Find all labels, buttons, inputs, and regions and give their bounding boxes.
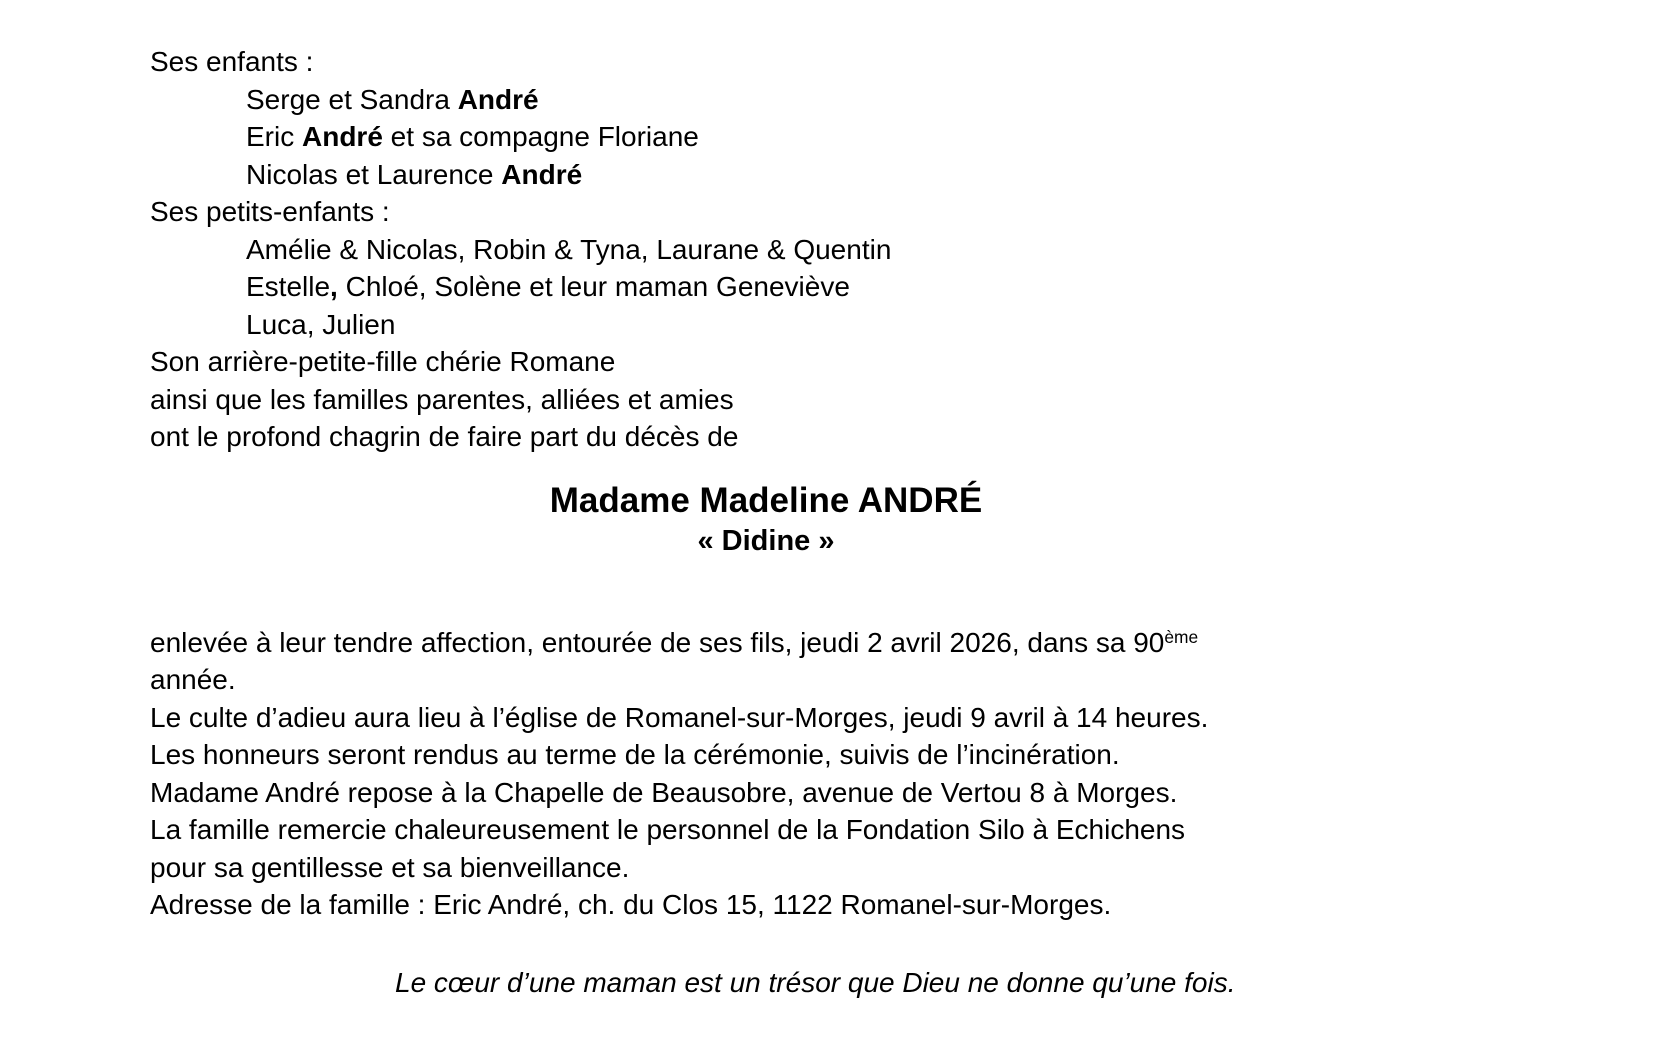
- text-line: enlevée à leur tendre affection, entourée de ses fils, jeudi 2 avril 2026, dans sa 90ème: [150, 626, 1199, 658]
- text-line: Les honneurs seront rendus au terme de la cérémonie, suivis de l’incinération.: [150, 739, 1120, 770]
- text-line: Luca, Julien: [246, 308, 396, 340]
- text-line: Le culte d’adieu aura lieu à l’église de Romanel-sur-Morges, jeudi 9 avril à 14 heures.: [150, 701, 1209, 733]
- text-line: Ses enfants :: [150, 46, 314, 77]
- announcement-paragraph: [150, 624, 1382, 924]
- text-line: Serge et Sandra André: [246, 83, 539, 115]
- text-line: Eric André et sa compagne Floriane: [246, 121, 699, 152]
- closing-quote: Le cœur d’une maman est un trésor que Dieu ne donne qu’une fois.: [395, 966, 1236, 998]
- text-line: Amélie & Nicolas, Robin & Tyna, Laurane & Quentin: [246, 233, 892, 265]
- text-line: année.: [150, 664, 236, 695]
- text-line: ainsi que les familles parentes, alliées et amies: [150, 383, 734, 415]
- family-list: [150, 43, 1382, 456]
- deceased-nickname: « Didine »: [697, 524, 835, 557]
- text-line: pour sa gentillesse et sa bienveillance.: [150, 851, 630, 883]
- text-line: Adresse de la famille : Eric André, ch. du Clos 15, 1122 Romanel-sur-Morges.: [150, 889, 1112, 920]
- text-line: Estelle, Chloé, Solène et leur maman Geneviève: [246, 271, 850, 302]
- text-line: Madame André repose à la Chapelle de Beausobre, avenue de Vertou 8 à Morges.: [150, 776, 1178, 808]
- text-line: Nicolas et Laurence André: [246, 158, 583, 190]
- deceased-name: Madame Madeline ANDRÉ: [549, 480, 983, 520]
- text-line: Ses petits-enfants :: [150, 196, 390, 227]
- text-line: Son arrière-petite-fille chérie Romane: [150, 346, 616, 377]
- text-line: ont le profond chagrin de faire part du décès de: [150, 421, 739, 452]
- text-line: La famille remercie chaleureusement le personnel de la Fondation Silo à Echichens: [150, 814, 1186, 845]
